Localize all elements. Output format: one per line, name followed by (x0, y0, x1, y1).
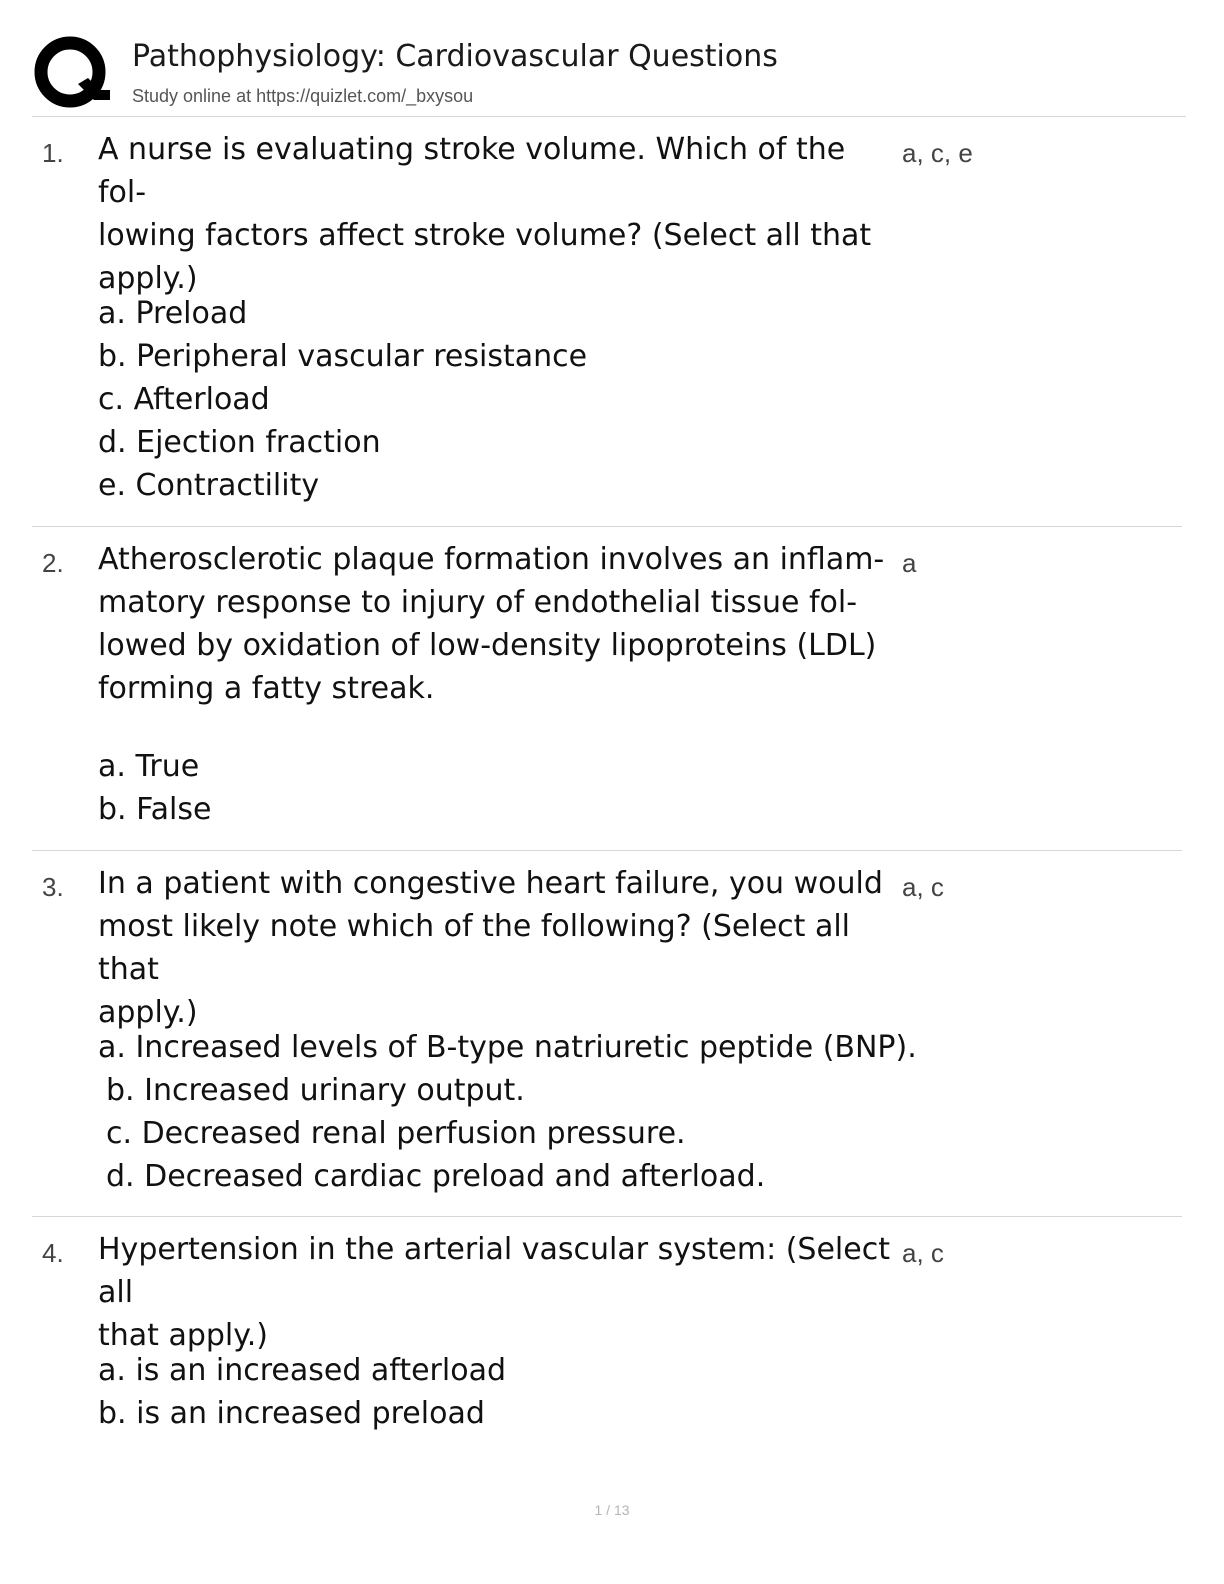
question-number: 1. (42, 138, 64, 168)
question-divider (32, 526, 1182, 527)
question-3 (32, 862, 1182, 1216)
option-item: a. Preload (98, 296, 248, 331)
question-4 (32, 1228, 1182, 1438)
option-item: b. Increased urinary output. (106, 1073, 525, 1108)
answer-key: a (902, 548, 917, 578)
page-indicator: 1 / 13 (594, 1502, 630, 1518)
header-divider (32, 116, 1186, 117)
question-number: 4. (42, 1238, 64, 1268)
question-line: apply.) (98, 261, 198, 296)
document-header (28, 28, 1188, 118)
answer-key: a, c (902, 1238, 944, 1268)
question-divider (32, 1216, 1182, 1217)
question-number: 3. (42, 872, 64, 902)
option-item: e. Contractility (98, 468, 320, 503)
option-list (98, 1026, 917, 1198)
question-text (98, 128, 898, 300)
study-online-link[interactable]: Study online at https://quizlet.com/_bxysou (132, 86, 474, 106)
question-text (98, 538, 898, 710)
question-line: A nurse is evaluating stroke volume. Which of the fol- (98, 132, 846, 210)
option-item: c. Decreased renal perfusion pressure. (106, 1116, 686, 1151)
question-text (98, 1228, 898, 1357)
question-line: apply.) (98, 995, 198, 1030)
question-divider (32, 850, 1182, 851)
option-item: a. is an increased afterload (98, 1353, 507, 1388)
question-line: In a patient with congestive heart failure, you would (98, 866, 883, 901)
question-line: forming a fatty streak. (98, 671, 435, 706)
question-line: matory response to injury of endothelial tissue fol- (98, 585, 858, 620)
option-item: a. True (98, 749, 200, 784)
question-line: lowed by oxidation of low-density lipoproteins (LDL) (98, 628, 877, 663)
option-item: b. False (98, 792, 212, 827)
document-title: Pathophysiology: Cardiovascular Questions (132, 39, 778, 74)
question-line: most likely note which of the following? (Select all that (98, 909, 851, 987)
question-line: that apply.) (98, 1318, 268, 1353)
option-item: b. Peripheral vascular resistance (98, 339, 588, 374)
option-item: d. Decreased cardiac preload and afterload. (106, 1159, 766, 1194)
quizlet-q-logo-icon (34, 34, 110, 110)
option-item: b. is an increased preload (98, 1396, 485, 1431)
option-list (98, 292, 587, 507)
question-text (98, 862, 898, 1034)
question-number: 2. (42, 548, 64, 578)
option-item: a. Increased levels of B-type natriuretic peptide (BNP). (98, 1030, 917, 1065)
question-line: lowing factors affect stroke volume? (Select all that (98, 218, 872, 253)
question-2 (32, 538, 1182, 850)
question-1 (32, 128, 1182, 526)
question-line: Hypertension in the arterial vascular system: (Select all (98, 1232, 890, 1310)
option-list (98, 1349, 506, 1435)
option-item: c. Afterload (98, 382, 270, 417)
question-line: Atherosclerotic plaque formation involves an inflam- (98, 542, 885, 577)
option-list (98, 745, 211, 831)
answer-key: a, c (902, 872, 944, 902)
option-item: d. Ejection fraction (98, 425, 381, 460)
answer-key: a, c, e (902, 138, 973, 168)
